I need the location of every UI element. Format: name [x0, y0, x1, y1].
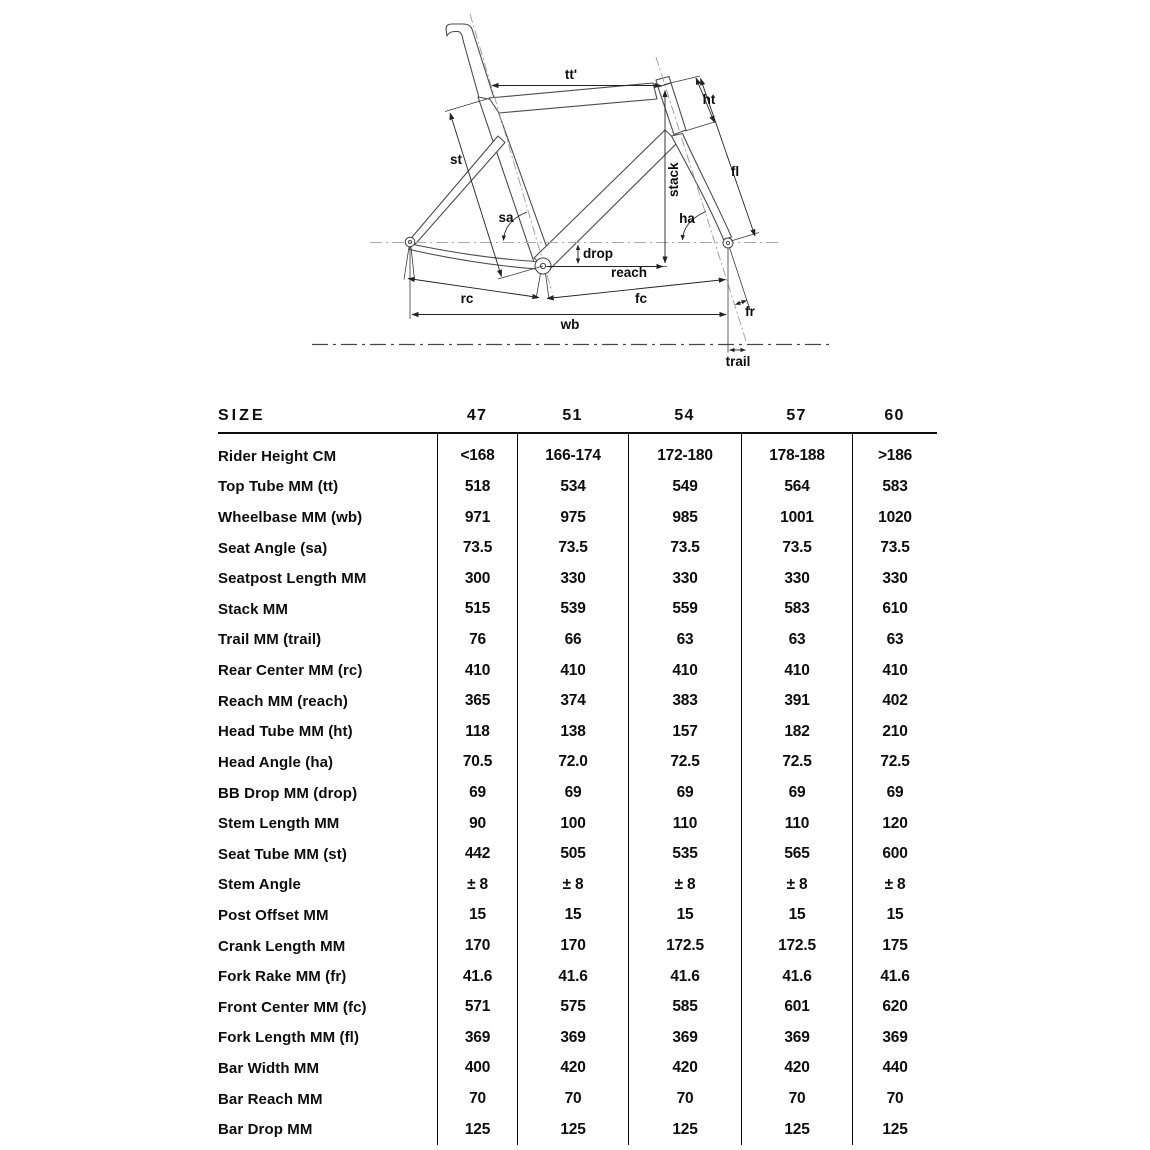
row-label: Wheelbase MM (wb)	[218, 509, 363, 527]
row-value: 69	[437, 778, 517, 809]
row-value: >186	[852, 441, 937, 472]
front-axle-center	[726, 241, 729, 244]
row-value: 440	[852, 1053, 937, 1084]
row-value: 383	[628, 686, 741, 717]
row-value: 110	[628, 808, 741, 839]
size-column-57: 57	[786, 406, 807, 424]
row-value: 182	[741, 716, 852, 747]
rear-axle-fan-left	[404, 247, 409, 280]
top-tube	[489, 83, 657, 113]
row-value: 157	[628, 716, 741, 747]
table-row	[218, 502, 937, 533]
row-value: 66	[517, 625, 628, 656]
row-value: 410	[741, 655, 852, 686]
row-label: Post Offset MM	[218, 906, 329, 924]
row-value: 166-174	[517, 441, 628, 472]
row-value: ± 8	[852, 870, 937, 901]
row-value: 72.5	[852, 747, 937, 778]
row-value: 70	[628, 1084, 741, 1115]
table-row	[218, 716, 937, 747]
geometry-table	[218, 399, 937, 1145]
row-value: 69	[741, 778, 852, 809]
row-value: 600	[852, 839, 937, 870]
seat-tube	[478, 97, 551, 265]
row-value: 41.6	[741, 961, 852, 992]
label-st: st	[449, 152, 463, 167]
row-value: ± 8	[628, 870, 741, 901]
row-value: 138	[517, 716, 628, 747]
row-value: 69	[628, 778, 741, 809]
row-label: Front Center MM (fc)	[218, 998, 367, 1016]
row-value: 535	[628, 839, 741, 870]
row-value: ± 8	[741, 870, 852, 901]
row-value: 72.5	[628, 747, 741, 778]
size-column-47: 47	[466, 406, 488, 424]
table-spacer-row	[218, 434, 937, 441]
row-value: 564	[741, 472, 852, 503]
row-value: ± 8	[517, 870, 628, 901]
row-value: 72.5	[741, 747, 852, 778]
table-row	[218, 900, 937, 931]
label-fl: fl	[730, 164, 740, 179]
row-value: 69	[517, 778, 628, 809]
row-value: 518	[437, 472, 517, 503]
row-value: 73.5	[852, 533, 937, 564]
row-value: 41.6	[517, 961, 628, 992]
row-value: 172.5	[628, 931, 741, 962]
size-column-54: 54	[674, 406, 695, 424]
table-row	[218, 625, 937, 656]
row-value: 63	[741, 625, 852, 656]
row-label: Fork Rake MM (fr)	[218, 968, 347, 986]
row-value: 971	[437, 502, 517, 533]
spacer-cell	[517, 434, 628, 441]
row-value: 41.6	[852, 961, 937, 992]
row-value: 172.5	[741, 931, 852, 962]
row-value: 539	[517, 594, 628, 625]
row-label: Stem Angle	[218, 876, 301, 894]
row-label: Stack MM	[218, 600, 288, 618]
row-value: 70	[741, 1084, 852, 1115]
row-value: 15	[517, 900, 628, 931]
row-label: Trail MM (trail)	[218, 631, 322, 649]
row-value: 420	[741, 1053, 852, 1084]
table-row	[218, 563, 937, 594]
label-rc: rc	[460, 291, 474, 306]
label-fr: fr	[745, 304, 755, 319]
label-fc: fc	[634, 291, 648, 306]
ht-bottom-witness	[685, 122, 716, 132]
row-value: 369	[628, 1023, 741, 1054]
row-value: 583	[852, 472, 937, 503]
row-label: Rear Center MM (rc)	[218, 662, 363, 680]
table-row	[218, 808, 937, 839]
row-value: 420	[628, 1053, 741, 1084]
row-value: 559	[628, 594, 741, 625]
table-header-row	[218, 399, 937, 434]
table-row	[218, 533, 937, 564]
table-row	[218, 839, 937, 870]
label-trail: trail	[725, 354, 751, 369]
row-value: 410	[437, 655, 517, 686]
row-value: 120	[852, 808, 937, 839]
label-stack: stack	[666, 162, 681, 197]
row-value: 442	[437, 839, 517, 870]
row-value: 170	[517, 931, 628, 962]
row-value: 15	[437, 900, 517, 931]
row-value: 330	[517, 563, 628, 594]
spacer-cell	[741, 434, 852, 441]
fl-bottom-witness	[731, 233, 759, 242]
table-row	[218, 655, 937, 686]
row-value: 583	[741, 594, 852, 625]
row-value: 73.5	[741, 533, 852, 564]
row-value: 402	[852, 686, 937, 717]
row-value: 110	[741, 808, 852, 839]
row-value: 571	[437, 992, 517, 1023]
spacer-cell	[437, 434, 517, 441]
row-label: Head Angle (ha)	[218, 753, 334, 771]
row-label: Bar Drop MM	[218, 1121, 313, 1139]
table-row	[218, 1114, 937, 1145]
label-drop: drop	[583, 246, 613, 261]
row-value: 15	[741, 900, 852, 931]
table-body	[218, 434, 937, 1145]
row-value: 610	[852, 594, 937, 625]
row-value: 41.6	[437, 961, 517, 992]
row-value: 70	[517, 1084, 628, 1115]
row-value: 69	[852, 778, 937, 809]
row-value: 534	[517, 472, 628, 503]
row-value: 125	[852, 1114, 937, 1145]
row-value: 330	[628, 563, 741, 594]
bike-geometry-diagram	[0, 0, 1150, 392]
row-value: 369	[741, 1023, 852, 1054]
size-column-60: 60	[884, 406, 905, 424]
row-value: 100	[517, 808, 628, 839]
row-value: 70	[437, 1084, 517, 1115]
row-value: 70.5	[437, 747, 517, 778]
row-label: Reach MM (reach)	[218, 692, 348, 710]
row-value: 125	[437, 1114, 517, 1145]
row-value: 170	[437, 931, 517, 962]
size-header: SIZE	[218, 406, 266, 424]
row-value: 330	[852, 563, 937, 594]
size-column-51: 51	[562, 406, 583, 424]
row-label: BB Drop MM (drop)	[218, 784, 358, 802]
row-value: 41.6	[628, 961, 741, 992]
row-value: 505	[517, 839, 628, 870]
row-value: 15	[628, 900, 741, 931]
seatpost-with-clamp	[446, 24, 494, 101]
row-value: 76	[437, 625, 517, 656]
row-value: 178-188	[741, 441, 852, 472]
chain-stays	[410, 244, 538, 269]
label-sa: sa	[498, 210, 514, 225]
row-value: 15	[852, 900, 937, 931]
seat-tube-axis	[470, 14, 552, 292]
row-value: 118	[437, 716, 517, 747]
table-row	[218, 1084, 937, 1115]
row-value: 374	[517, 686, 628, 717]
table-row	[218, 931, 937, 962]
label-wb: wb	[560, 317, 580, 332]
row-value: 125	[741, 1114, 852, 1145]
row-value: 985	[628, 502, 741, 533]
label-ht: ht	[702, 92, 716, 107]
row-value: 63	[628, 625, 741, 656]
row-value: 975	[517, 502, 628, 533]
row-value: 300	[437, 563, 517, 594]
row-value: 90	[437, 808, 517, 839]
row-value: 420	[517, 1053, 628, 1084]
table-row	[218, 778, 937, 809]
table-row	[218, 1023, 937, 1054]
row-value: 575	[517, 992, 628, 1023]
row-value: 172-180	[628, 441, 741, 472]
table-row	[218, 1053, 937, 1084]
row-value: 369	[852, 1023, 937, 1054]
row-value: 125	[517, 1114, 628, 1145]
table-row	[218, 747, 937, 778]
table-row	[218, 961, 937, 992]
row-value: 73.5	[517, 533, 628, 564]
row-value: 175	[852, 931, 937, 962]
row-value: 400	[437, 1053, 517, 1084]
row-value: 73.5	[437, 533, 517, 564]
row-value: 1020	[852, 502, 937, 533]
row-label: Fork Length MM (fl)	[218, 1029, 360, 1047]
row-label: Bar Reach MM	[218, 1090, 323, 1108]
row-value: 565	[741, 839, 852, 870]
row-label: Seat Tube MM (st)	[218, 845, 347, 863]
row-value: 391	[741, 686, 852, 717]
row-label: Seatpost Length MM	[218, 570, 367, 588]
row-value: 125	[628, 1114, 741, 1145]
row-value: 365	[437, 686, 517, 717]
row-value: 1001	[741, 502, 852, 533]
fork-rake-parallel	[730, 248, 751, 311]
row-value: 72.0	[517, 747, 628, 778]
spacer-cell	[852, 434, 937, 441]
row-value: 549	[628, 472, 741, 503]
spacer-cell	[628, 434, 741, 441]
row-label: Top Tube MM (tt)	[218, 478, 339, 496]
row-value: 410	[852, 655, 937, 686]
rc-dimension	[408, 279, 539, 298]
row-value: 369	[437, 1023, 517, 1054]
spacer-cell	[218, 434, 437, 441]
row-label: Head Tube MM (ht)	[218, 723, 353, 741]
row-value: 410	[628, 655, 741, 686]
row-value: 210	[852, 716, 937, 747]
rear-axle-fan-right	[411, 247, 415, 280]
row-value: 73.5	[628, 533, 741, 564]
table-row	[218, 686, 937, 717]
row-value: 601	[741, 992, 852, 1023]
row-label: Stem Length MM	[218, 815, 340, 833]
row-label: Crank Length MM	[218, 937, 346, 955]
table-row	[218, 472, 937, 503]
row-value: 70	[852, 1084, 937, 1115]
row-value: ± 8	[437, 870, 517, 901]
table-row	[218, 441, 937, 472]
bb-fan-left	[536, 274, 541, 300]
row-value: 63	[852, 625, 937, 656]
row-value: 330	[741, 563, 852, 594]
label-tt: tt'	[564, 67, 578, 82]
row-label: Seat Angle (sa)	[218, 539, 328, 557]
label-reach: reach	[610, 265, 648, 280]
table-row	[218, 594, 937, 625]
table-row	[218, 992, 937, 1023]
label-ha: ha	[679, 211, 695, 226]
rear-axle-center	[409, 241, 412, 244]
table-row	[218, 870, 937, 901]
row-value: 369	[517, 1023, 628, 1054]
row-value: 410	[517, 655, 628, 686]
row-value: <168	[437, 441, 517, 472]
row-value: 585	[628, 992, 741, 1023]
row-value: 515	[437, 594, 517, 625]
row-label: Rider Height CM	[218, 447, 337, 465]
row-value: 620	[852, 992, 937, 1023]
row-label: Bar Width MM	[218, 1059, 320, 1077]
